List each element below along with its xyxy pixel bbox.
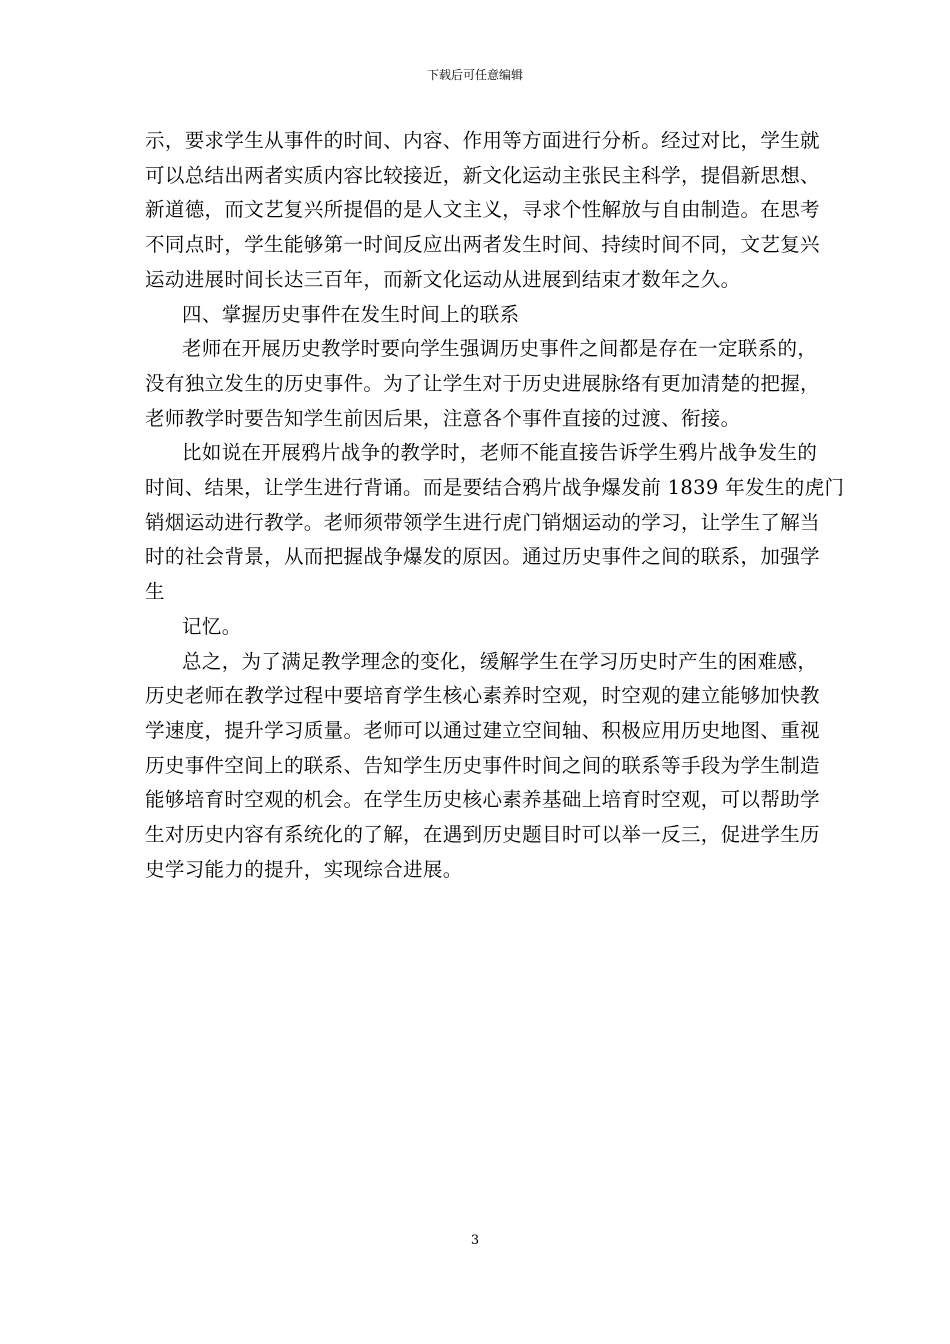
text-line: 记忆。 (182, 614, 242, 638)
page-header: 下载后可任意编辑 (426, 68, 523, 82)
text-line: 没有独立发生的历史事件。为了让学生对于历史进展脉络有更加清楚的把握， (145, 371, 820, 395)
text-line: 史学习能力的提升，实现综合进展。 (145, 857, 463, 881)
text-line: 运动进展时间长达三百年，而新文化运动从进展到结束才数年之久。 (145, 267, 741, 291)
document-body (145, 124, 845, 887)
text-line: 新道德，而文艺复兴所提倡的是人文主义，寻求个性解放与自由制造。在思考 (145, 198, 820, 222)
section-heading: 四、掌握历史事件在发生时间上的联系 (182, 302, 520, 326)
text-line: 生 (145, 580, 165, 604)
text-line: 时间、结果，让学生进行背诵。而是要结合鸦片战争爆发前 1839 年发生的虎门 (145, 476, 845, 500)
text-line: 销烟运动进行教学。老师须带领学生进行虎门销烟运动的学习，让学生了解当 (145, 510, 820, 534)
text-line: 历史老师在教学过程中要培育学生核心素养时空观，时空观的建立能够加快教 (145, 684, 820, 708)
text-line: 生对历史内容有系统化的了解，在遇到历史题目时可以举一反三，促进学生历 (145, 823, 820, 847)
text-line: 可以总结出两者实质内容比较接近，新文化运动主张民主科学，提倡新思想、 (145, 163, 820, 187)
text-line: 老师教学时要告知学生前因后果，注意各个事件直接的过渡、衔接。 (145, 406, 741, 430)
text-line: 能够培育时空观的机会。在学生历史核心素养基础上培育时空观，可以帮助学 (145, 788, 820, 812)
text-line: 总之，为了满足教学理念的变化，缓解学生在学习历史时产生的困难感， (182, 649, 818, 673)
text-line: 示，要求学生从事件的时间、内容、作用等方面进行分析。经过对比，学生就 (145, 129, 820, 152)
text-line: 不同点时，学生能够第一时间反应出两者发生时间、持续时间不同，文艺复兴 (145, 233, 820, 257)
text-line: 学速度，提升学习质量。老师可以通过建立空间轴、积极应用历史地图、重视 (145, 718, 820, 742)
text-line: 比如说在开展鸦片战争的教学时，老师不能直接告诉学生鸦片战争发生的 (182, 441, 818, 465)
text-line: 历史事件空间上的联系、告知学生历史事件时间之间的联系等手段为学生制造 (145, 753, 820, 777)
text-line: 老师在开展历史教学时要向学生强调历史事件之间都是存在一定联系的， (182, 337, 818, 361)
page-number: 3 (470, 1233, 480, 1248)
text-line: 时的社会背景，从而把握战争爆发的原因。通过历史事件之间的联系，加强学 (145, 545, 820, 569)
